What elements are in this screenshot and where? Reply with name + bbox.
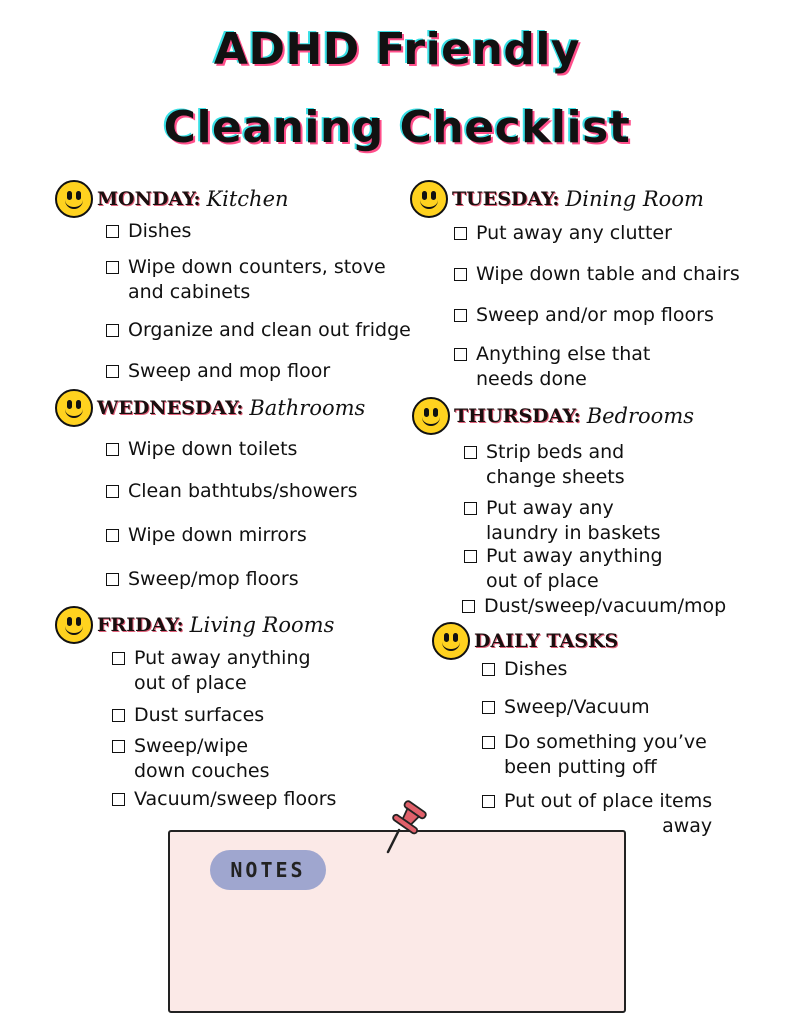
friday-room-label: Living Rooms (189, 613, 335, 637)
daily-item-2: Sweep/Vacuum (482, 695, 650, 720)
tuesday-room-label: Dining Room (565, 187, 704, 211)
checkbox-icon[interactable] (112, 793, 125, 806)
checkbox-icon[interactable] (482, 795, 495, 808)
thursday-item-4: Dust/sweep/vacuum/mop (462, 594, 726, 619)
thursday-item-3: Put away anything out of place (464, 544, 663, 594)
monday-heading (55, 180, 289, 218)
notes-label: NOTES (210, 850, 326, 890)
thursday-room-label: Bedrooms (586, 404, 695, 428)
wednesday-item-3: Wipe down mirrors (106, 523, 307, 548)
checkbox-icon[interactable] (106, 443, 119, 456)
smiley-face-icon (410, 180, 448, 218)
wednesday-item-4: Sweep/mop floors (106, 567, 299, 592)
daily-tasks-heading (432, 622, 618, 660)
daily-item-1: Dishes (482, 657, 567, 682)
thursday-item-1: Strip beds and change sheets (464, 440, 625, 490)
friday-item-1: Put away anything out of place (112, 646, 311, 696)
monday-item-2: Wipe down counters, stove and cabinets (106, 255, 386, 305)
daily-item-4: Put out of place items away (482, 789, 712, 839)
thursday-day-label: THURSDAY: (454, 405, 581, 427)
tuesday-item-3: Sweep and/or mop floors (454, 303, 714, 328)
checkbox-icon[interactable] (106, 225, 119, 238)
wednesday-room-label: Bathrooms (249, 396, 366, 420)
monday-day-label: MONDAY: (97, 188, 201, 210)
friday-day-label: FRIDAY: (97, 614, 184, 636)
tuesday-item-2: Wipe down table and chairs (454, 262, 740, 287)
tuesday-item-4: Anything else that needs done (454, 342, 650, 392)
checkbox-icon[interactable] (106, 261, 119, 274)
friday-item-2: Dust surfaces (112, 703, 264, 728)
monday-item-1: Dishes (106, 219, 191, 244)
page-title-line-1: ADHD Friendly (213, 24, 581, 75)
checkbox-icon[interactable] (106, 485, 119, 498)
tuesday-heading (410, 180, 704, 218)
checkbox-icon[interactable] (454, 348, 467, 361)
checkbox-icon[interactable] (454, 268, 467, 281)
page-title-line-2: Cleaning Checklist (163, 102, 631, 153)
smiley-face-icon (55, 180, 93, 218)
checkbox-icon[interactable] (454, 309, 467, 322)
monday-item-4: Sweep and mop floor (106, 359, 330, 384)
wednesday-day-label: WEDNESDAY: (97, 397, 244, 419)
friday-heading (55, 606, 334, 644)
daily-tasks-label: DAILY TASKS (474, 630, 619, 652)
friday-item-3: Sweep/wipe down couches (112, 734, 270, 784)
push-pin-icon (382, 800, 430, 856)
checkbox-icon[interactable] (112, 652, 125, 665)
wednesday-item-2: Clean bathtubs/showers (106, 479, 358, 504)
checkbox-icon[interactable] (112, 740, 125, 753)
tuesday-item-1: Put away any clutter (454, 221, 672, 246)
checkbox-icon[interactable] (482, 736, 495, 749)
friday-item-4: Vacuum/sweep floors (112, 787, 336, 812)
thursday-item-2: Put away any laundry in baskets (464, 496, 661, 546)
checkbox-icon[interactable] (482, 663, 495, 676)
smiley-face-icon (55, 389, 93, 427)
checkbox-icon[interactable] (464, 502, 477, 515)
checkbox-icon[interactable] (464, 550, 477, 563)
checkbox-icon[interactable] (106, 365, 119, 378)
monday-room-label: Kitchen (206, 187, 289, 211)
smiley-face-icon (432, 622, 470, 660)
monday-item-3: Organize and clean out fridge (106, 318, 411, 343)
daily-item-3: Do something you’ve been putting off (482, 730, 707, 780)
smiley-face-icon (412, 397, 450, 435)
checkbox-icon[interactable] (482, 701, 495, 714)
checkbox-icon[interactable] (464, 446, 477, 459)
checkbox-icon[interactable] (106, 529, 119, 542)
checkbox-icon[interactable] (112, 709, 125, 722)
checkbox-icon[interactable] (462, 600, 475, 613)
checkbox-icon[interactable] (106, 324, 119, 337)
thursday-heading (412, 397, 694, 435)
smiley-face-icon (55, 606, 93, 644)
checkbox-icon[interactable] (106, 573, 119, 586)
wednesday-item-1: Wipe down toilets (106, 437, 297, 462)
notes-card[interactable] (168, 830, 626, 1013)
tuesday-day-label: TUESDAY: (452, 188, 560, 210)
checkbox-icon[interactable] (454, 227, 467, 240)
wednesday-heading (55, 389, 365, 427)
